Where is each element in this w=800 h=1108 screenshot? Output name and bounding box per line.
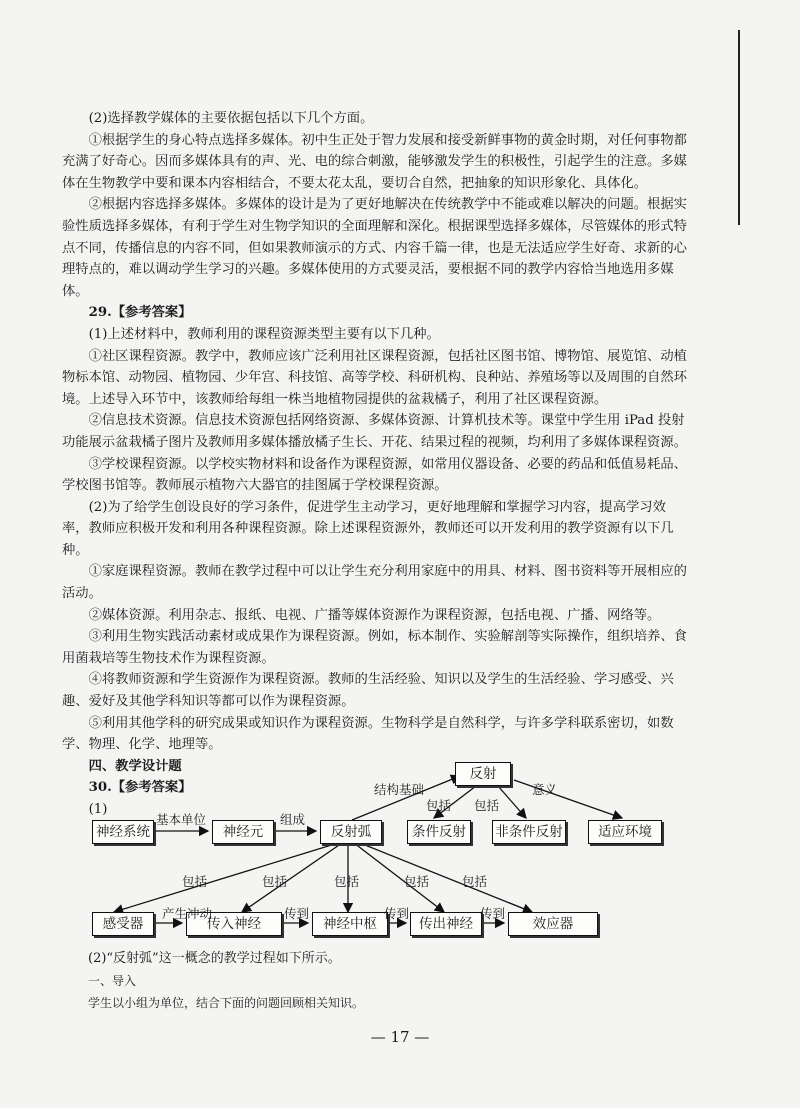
- label-b4: 包括: [404, 874, 430, 889]
- node-feitiaojian: 非条件反射: [492, 820, 566, 844]
- section-daoru: 一、导入: [88, 974, 137, 988]
- label-b1: 包括: [182, 874, 208, 889]
- label-chansheng: 产生冲动: [162, 906, 213, 921]
- edge-b2: [242, 843, 342, 912]
- teaching-process-intro: (2)“反射弧”这一概念的教学过程如下所示。: [88, 951, 341, 966]
- label-c2: 传到: [384, 906, 410, 921]
- node-fanshe: 反射: [455, 762, 511, 786]
- node-shenjingxitong: 神经系统: [92, 820, 154, 844]
- paragraph: 29.【参考答案】: [88, 305, 192, 321]
- paragraph: ②信息技术资源。信息技术资源包括网络资源、多媒体资源、计算机技术等。课堂中学生用 iPad 投射功能展示盆栽橘子图片及教师用多媒体播放橘子生长、开花、结果过程的视频，均利用了多媒体课程资源。: [62, 413, 687, 450]
- label-baokuo2: 包括: [474, 798, 500, 813]
- paragraph: ①根据学生的身心特点选择多媒体。初中生正处于智力发展和接受新鲜事物的黄金时期，对任何事物都充满了好奇心。因而多媒体具有的声、光、电的综合刺激，能够激发学生的积极性，引起学生的注意。多媒体在生物教学中要和课本内容相结合，不要太花太乱，要切合自然，把抽象的知识形象化、具体化。: [62, 132, 687, 191]
- label-b2: 包括: [262, 874, 288, 889]
- paragraph: (2)选择教学媒体的主要依据包括以下几个方面。: [88, 111, 374, 126]
- label-c1: 传到: [284, 906, 310, 921]
- edge-b1: [114, 843, 338, 912]
- node-chuanchu: 传出神经: [410, 912, 482, 936]
- paragraph: ①家庭课程资源。教师在教学过程中可以让学生充分利用家庭中的用具、材料、图书资料等开展相应的活动。: [62, 564, 687, 602]
- paragraph: ④将教师资源和学生资源作为课程资源。教师的生活经验、知识以及学生的生活经验、学习感受、兴趣、爱好及其他学科知识等都可以作为课程资源。: [62, 672, 674, 710]
- paragraph: 30.【参考答案】: [88, 780, 192, 796]
- node-ganshouqi: 感受器: [92, 912, 154, 936]
- paragraph: (1)上述材料中，教师利用的课程资源类型主要有以下几种。: [88, 326, 440, 342]
- paragraph: (1): [88, 802, 108, 817]
- label-jiegou: 结构基础: [374, 782, 425, 797]
- label-b3: 包括: [334, 874, 360, 889]
- paragraph: 四、教学设计题: [88, 758, 182, 774]
- label-b5: 包括: [462, 874, 488, 889]
- paragraph: ③利用生物实践活动素材或成果作为课程资源。例如，标本制作、实验解剖等实际操作，组织培养、食用菌栽培等生物技术作为课程资源。: [62, 629, 687, 666]
- after-diagram-text: [88, 948, 708, 1014]
- label-jiben: 基本单位: [156, 812, 207, 827]
- concept-map: [62, 752, 702, 952]
- page-number: — 17 —: [370, 1028, 430, 1046]
- paragraph: ②媒体资源。利用杂志、报纸、电视、广播等媒体资源作为课程资源，包括电视、广播、网络等。: [88, 607, 661, 623]
- label-yiyi: 意义: [532, 782, 558, 797]
- edge-baokuo2: [498, 786, 526, 818]
- label-c3: 传到: [480, 906, 506, 921]
- edge-yiyi: [514, 780, 622, 818]
- node-fanshehu: 反射弧: [320, 820, 382, 844]
- margin-rule: [738, 30, 740, 225]
- node-zhongshu: 神经中枢: [312, 912, 388, 936]
- node-tiaojian: 条件反射: [407, 820, 471, 844]
- daoru-instruction: 学生以小组为单位，结合下面的问题回顾相关知识。: [88, 996, 365, 1010]
- node-chuanru: 传入神经: [186, 912, 282, 936]
- node-shiying: 适应环境: [588, 820, 662, 844]
- label-zucheng: 组成: [280, 812, 306, 827]
- paragraph: (2)为了给学生创设良好的学习条件，促进学生主动学习，更好地理解和掌握学习内容，提高学习效率，教师应积极开发和利用各种课程资源。除上述课程资源外，教师还可以开发利用的教学资源有以下几种。: [62, 499, 674, 558]
- node-shenjingyuan: 神经元: [212, 820, 274, 844]
- paragraph: ②根据内容选择多媒体。多媒体的设计是为了更好地解决在传统教学中不能或难以解决的问题。根据实验性质选择多媒体，有利于学生对生物学知识的全面理解和深化。根据课型选择多媒体，尽管媒体的形式特点不同，传播信息的内容不同，但如果教师演示的方式、内容千篇一律，也是无法适应学生好奇、求新的心理特点的，难以调动学生学习的兴趣。多媒体使用的方式要灵活，要根据不同的教学内容恰当地选用多媒体。: [62, 197, 687, 299]
- label-baokuo1: 包括: [426, 798, 452, 813]
- paragraph: ⑤利用其他学科的研究成果或知识作为课程资源。生物科学是自然科学，与许多学科联系密切，如数学、物理、化学、地理等。: [62, 715, 674, 753]
- node-xiaoyingqi: 效应器: [508, 912, 598, 936]
- paragraph: ①社区课程资源。教学中，教师应该广泛利用社区课程资源，包括社区图书馆、博物馆、展览馆、动植物标本馆、动物园、植物园、少年宫、科技馆、高等学校、科研机构、良种站、养殖场等以及周围的自然环境。上述导入环节中，该教师给每组一株当地植物园提供的盆栽橘子，利用了社区课程资源。: [62, 348, 687, 407]
- body-text: [62, 108, 690, 821]
- edge-b5: [360, 843, 532, 912]
- paragraph: ③学校课程资源。以学校实物材料和设备作为课程资源，如常用仪器设备、必要的药品和低值易耗品、学校图书馆等。教师展示植物六大器官的挂图属于学校课程资源。: [62, 456, 687, 494]
- edge-b4: [354, 843, 444, 912]
